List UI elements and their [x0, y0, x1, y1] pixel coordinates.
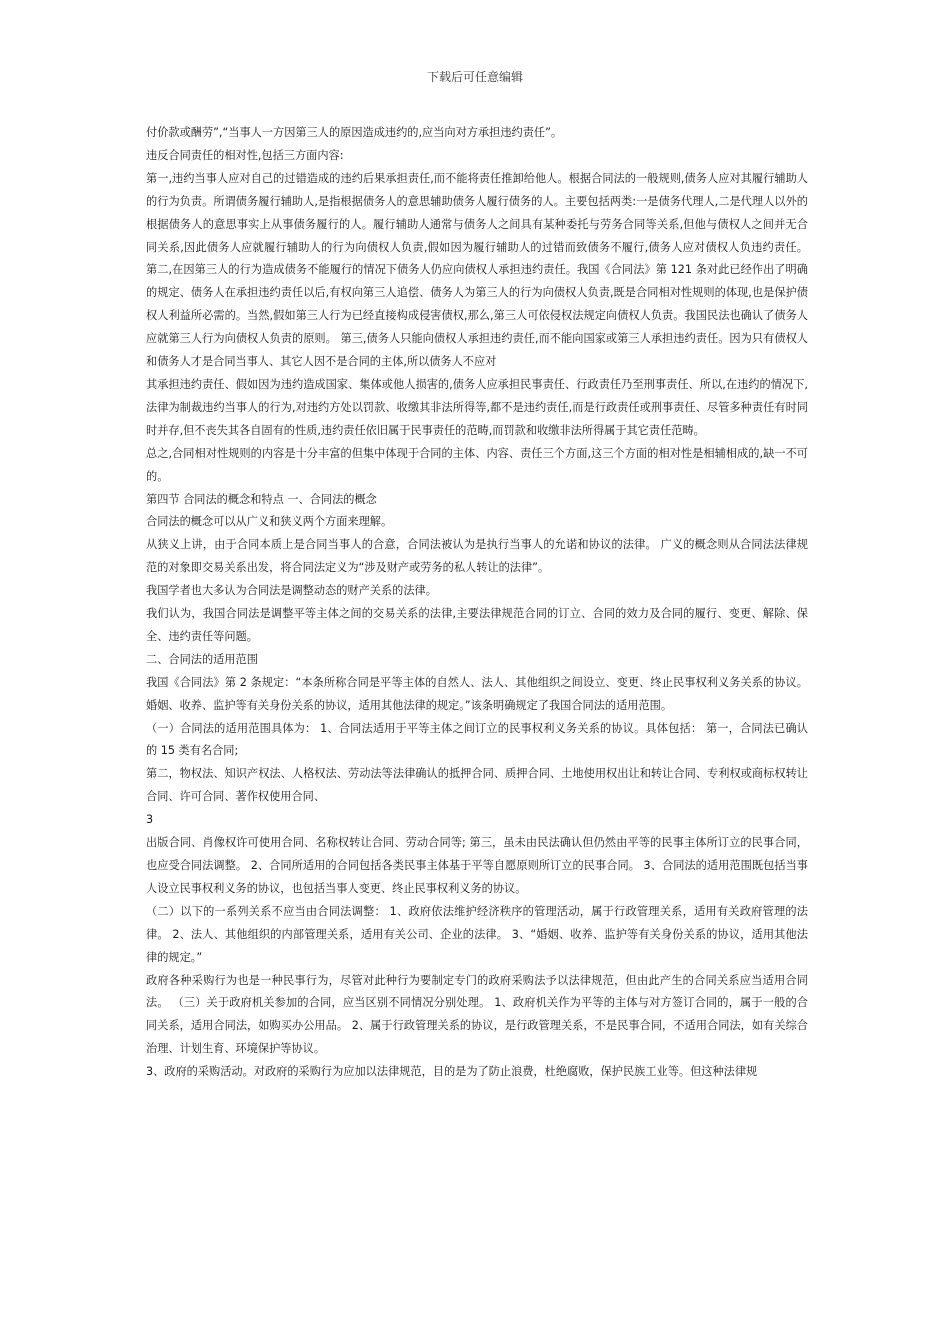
- paragraph: 违反合同责任的相对性,包括三方面内容:: [146, 148, 344, 162]
- page-number: 3: [146, 813, 154, 827]
- document-body: [146, 122, 808, 1084]
- paragraph: 我国学者也大多认为合同法是调整动态的财产关系的法律。: [146, 584, 437, 598]
- paragraph: 从狭义上讲，由于合同本质上是合同当事人的合意，合同法被认为是执行当事人的允诺和协议的法律。 广义的概念则从合同法法律规范的对象即交易关系出发，将合同法定义为“涉及财产或劳务的私人转让的法律”。: [146, 538, 808, 575]
- paragraph: 合同法的概念可以从广义和狭义两个方面来理解。: [146, 515, 393, 529]
- paragraph: 我们认为，我国合同法是调整平等主体之间的交易关系的法律,主要法律规范合同的订立、合同的效力及合同的履行、变更、解除、保全、违约责任等问题。: [146, 607, 808, 643]
- paragraph: 3、政府的采购活动。对政府的采购行为应加以法律规范，目的是为了防止浪费，杜绝腐败，保护民族工业等。但这种法律规: [146, 1065, 758, 1079]
- paragraph: 第一,违约当事人应对自己的过错造成的违约后果承担责任,而不能将责任推卸给他人。根据合同法的一般规则,债务人应对其履行辅助人的行为负责。所谓债务履行辅助人,是指根据债务人的意思辅助债务人履行债务的人。主要包括两类:一是债务代理人,二是代理人以外的根据债务人的意思事实上从事债务履行的人。履行辅助人通常与债务人之间具有某种委托与劳务合同等关系,但他与债权人之间并无合同关系,因此债务人应就履行辅助人的行为向债权人负责,假如因为履行辅助人的过错而致债务不履行,债务人应对债权人负违约责任。 第二,在因第三人的行为造成债务不能履行的情况下债务人仍应向债权人承担违约责任。我国《合同法》第 121 条对此已经作出了明确的规定、债务人在承担违约责任以后,有权向第三人追偿、债务人为第三人的行为向债权人负责,既是合同相对性规则的体现,也是保护债权人利益所必需的。当然,假如第三人行为已经直接构成侵害债权,那么,第三人可依侵权法规定向债权人负责。我国民法也确认了债务人应就第三人行为向债权人负责的原则。 第三,债务人只能向债权人承担违约责任,而不能向国家或第三人承担违约责任。因为只有债权人和债务人才是合同当事人、其它人因不是合同的主体,所以债务人不应对: [146, 171, 808, 369]
- section-heading: 第四节 合同法的概念和特点 一、合同法的概念: [146, 492, 377, 506]
- paragraph: （二）以下的一系列关系不应当由合同法调整： 1、政府依法维护经济秩序的管理活动，属于行政管理关系，适用有关政府管理的法律。 2、法人、其他组织的内部管理关系，适用有关公司、企业的法律。 3、“婚姻、收养、监护等有关身份关系的协议，适用其他法律的规定。”: [146, 904, 808, 964]
- page-header: 下载后可任意编辑: [426, 70, 523, 84]
- paragraph: 付价款或酬劳”,“当事人一方因第三人的原因造成违约的,应当向对方承担违约责任”。: [146, 126, 563, 139]
- paragraph: 总之,合同相对性规则的内容是十分丰富的但集中体现于合同的主体、内容、责任三个方面,这三个方面的相对性是相辅相成的,缺一不可的。: [146, 446, 808, 483]
- paragraph: 出版合同、肖像权许可使用合同、名称权转让合同、劳动合同等; 第三，虽未由民法确认但仍然由平等的民事主体所订立的民事合同，也应受合同法调整。 2、合同所适用的合同包括各类民事主体基于平等自愿原则所订立的民事合同。 3、合同法的适用范围既包括当事人设立民事权利义务的协议，也包括当事人变更、终止民事权利义务的协议。: [146, 836, 808, 895]
- paragraph: 我国《合同法》第 2 条规定：“本条所称合同是平等主体的自然人、法人、其他组织之间设立、变更、终止民事权利义务关系的协议。婚姻、收养、监护等有关身份关系的协议，适用其他法律的规定。”该条明确规定了我国合同法的适用范围。: [146, 675, 808, 712]
- paragraph: 其承担违约责任、假如因为违约造成国家、集体或他人损害的,债务人应承担民事责任、行政责任乃至刑事责任、所以,在违约的情况下,法律为制裁违约当事人的行为,对违约方处以罚款、收缴其非法所得等,都不是违约责任,而是行政责任或刑事责任、尽管多种责任有时同时并存,但不丧失其各自固有的性质,违约责任依旧属于民事责任的范畴,而罚款和收缴非法所得属于其它责任范畴。: [146, 377, 808, 437]
- paragraph: （一）合同法的适用范围具体为： 1、合同法适用于平等主体之间订立的民事权利义务关系的协议。具体包括： 第一，合同法已确认的 15 类有名合同;: [146, 721, 808, 758]
- section-heading: 二、合同法的适用范围: [146, 652, 258, 666]
- paragraph: 第二，物权法、知识产权法、人格权法、劳动法等法律确认的抵押合同、质押合同、土地使用权出让和转让合同、专利权或商标权转让合同、许可合同、著作权使用合同、: [146, 767, 808, 804]
- paragraph: 政府各种采购行为也是一种民事行为，尽管对此种行为要制定专门的政府采购法予以法律规范，但由此产生的合同关系应当适用合同法。 （三）关于政府机关参加的合同，应当区别不同情况分别处理。 1、政府机关作为平等的主体与对方签订合同的，属于一般的合同关系，适用合同法，如购买办公用品。 2、属于行政管理关系的协议，是行政管理关系，不是民事合同，不适用合同法，如有关综合治理、计划生育、环境保护等协议。: [146, 973, 808, 1056]
